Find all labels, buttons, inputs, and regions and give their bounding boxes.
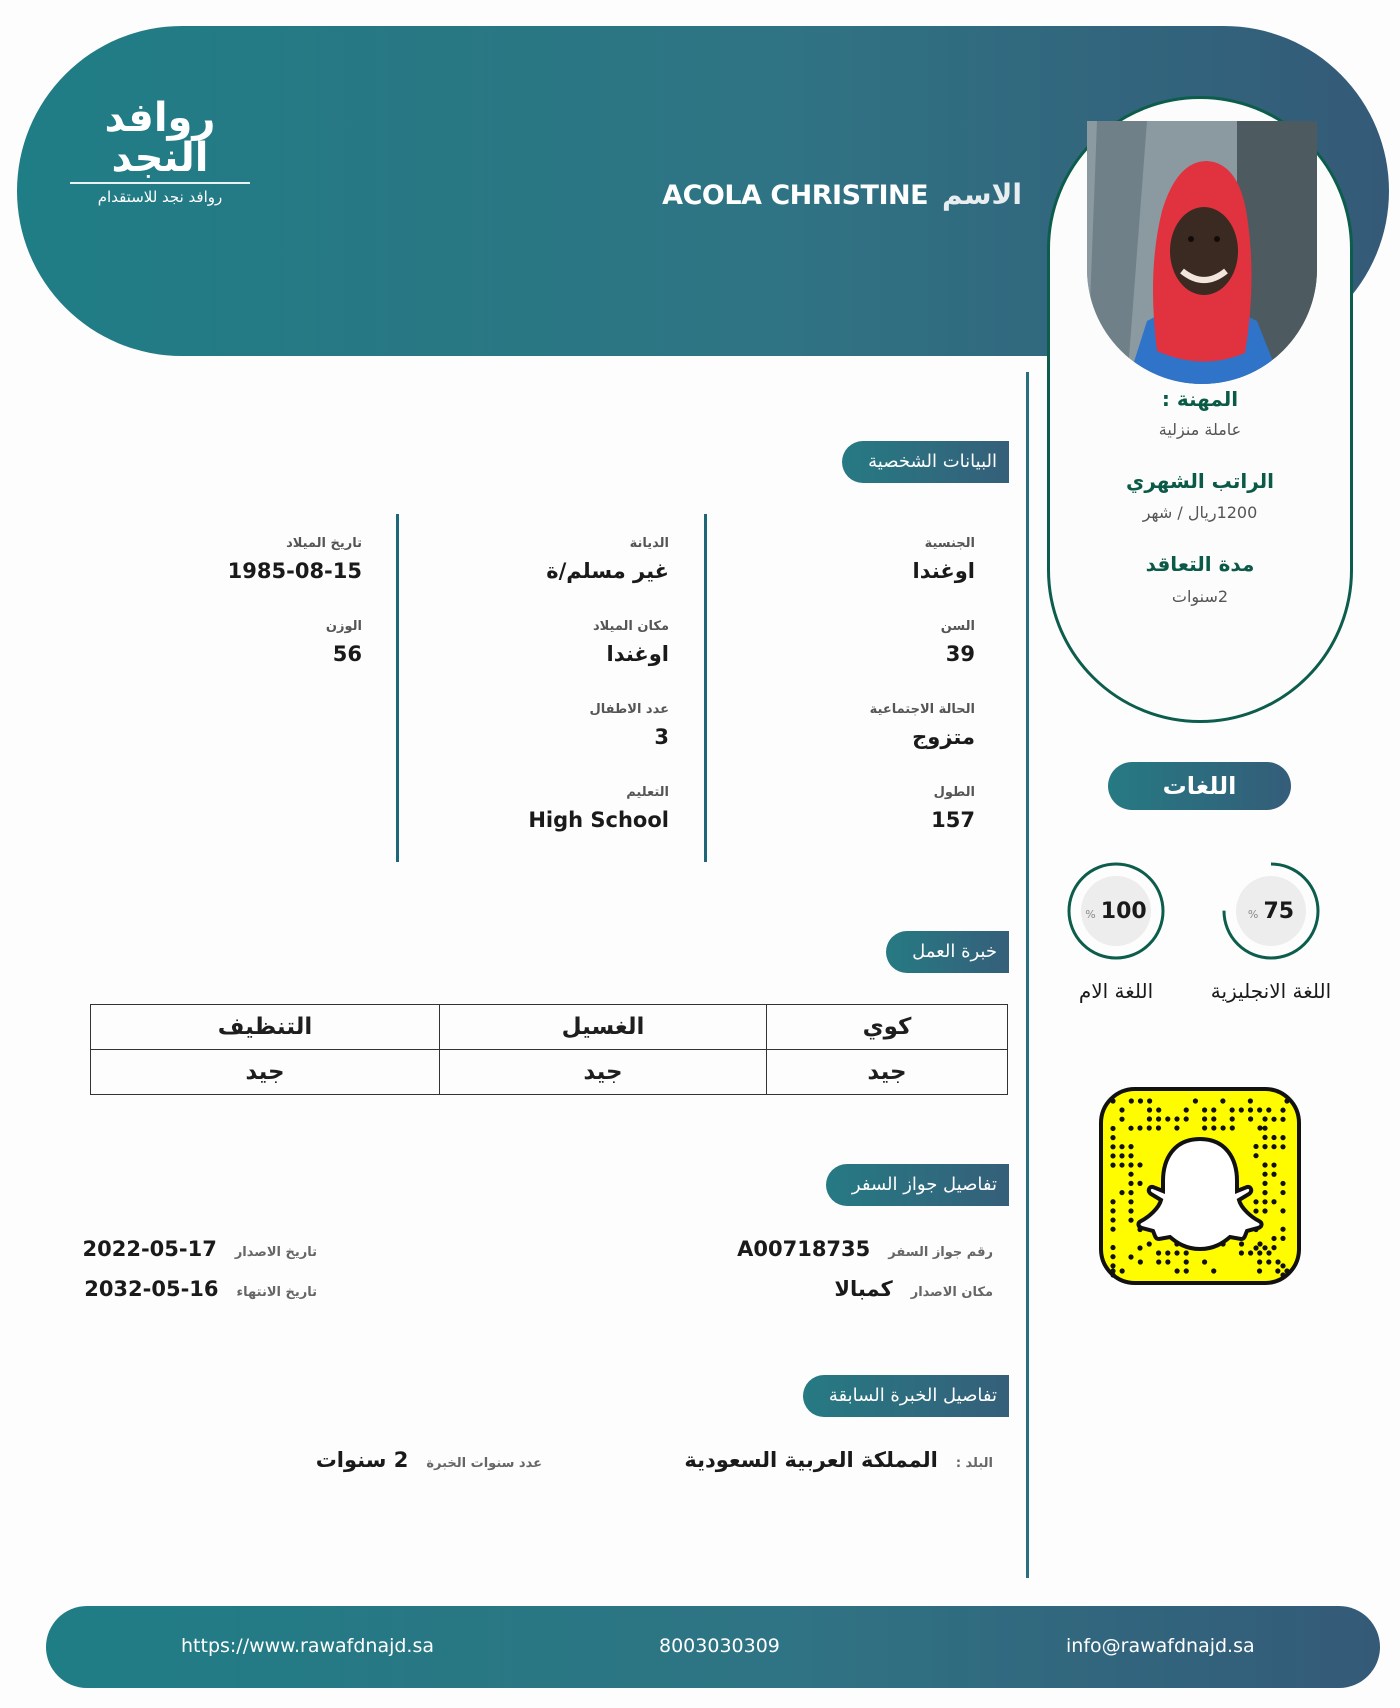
candidate-photo [1087,121,1317,384]
snapchat-ghost-icon [1099,1087,1301,1285]
field-children: عدد الاطفال 3 [589,702,669,749]
previous-country: البلد : المملكة العربية السعودية [684,1448,993,1472]
candidate-name: ACOLA CHRISTINE [662,180,929,211]
profession-label: المهنة : [1161,387,1239,411]
field-nationality: الجنسية اوغندا [912,536,975,583]
field-education: التعليم High School [528,785,669,832]
skill-washing: الغسيل [440,1005,767,1050]
skills-table [90,1004,1008,1095]
salary-label: الراتب الشهري [1126,469,1274,493]
field-marital-status: الحالة الاجتماعية متزوج [869,702,975,749]
table-row [91,1005,1008,1050]
logo-mark: روافد النجد [70,98,250,184]
footer-website-link[interactable]: https://www.rawafdnajd.sa [181,1635,435,1657]
section-previous-experience: تفاصيل الخبرة السابقة [803,1375,1009,1417]
footer-email-link[interactable]: info@rawafdnajd.sa [1066,1635,1255,1657]
footer-bar [46,1606,1380,1688]
languages-title: اللغات [1108,762,1291,810]
skill-cleaning: التنظيف [91,1005,440,1050]
previous-years: عدد سنوات الخبرة 2 سنوات [315,1448,542,1472]
skill-rating: جيد [440,1050,767,1095]
passport-issue-date: تاريخ الاصدار 2022-05-17 [82,1237,317,1261]
field-age: السن 39 [940,619,975,666]
skill-rating: جيد [767,1050,1008,1095]
contract-value: 2سنوات [1171,587,1229,606]
snapcode[interactable] [1099,1087,1301,1285]
profession-value: عاملة منزلية [1158,420,1242,439]
language-native-label: اللغة الام [1078,979,1154,1003]
language-native-ring: % 100 [1066,861,1166,961]
field-religion: الديانة غير مسلم/ة [546,536,669,583]
name-label: الاسم [942,178,1022,211]
passport-expiry-date: تاريخ الانتهاء 2032-05-16 [84,1277,317,1301]
language-english-label: اللغة الانجليزية [1210,979,1332,1003]
footer-phone[interactable]: 8003030309 [659,1635,780,1657]
table-row [91,1050,1008,1095]
section-work-experience: خبرة العمل [886,931,1009,973]
field-weight: الوزن 56 [325,619,362,666]
language-english-ring: % 75 [1221,861,1321,961]
salary-value: 1200ريال / شهر [1142,503,1258,522]
passport-issue-place: مكان الاصدار كمبالا [834,1277,993,1301]
field-birthdate: تاريخ الميلاد 1985-08-15 [227,536,362,583]
english-percent: 75 [1263,899,1295,924]
skill-ironing: كوي [767,1005,1008,1050]
native-percent: 100 [1100,899,1147,924]
section-passport: تفاصيل جواز السفر [826,1164,1009,1206]
column-divider [704,514,707,862]
brand-logo [70,95,250,206]
passport-number: رقم جواز السفر A00718735 [737,1237,993,1261]
field-birthplace: مكان الميلاد اوغندا [592,619,669,666]
timeline-divider [1026,372,1029,1578]
field-height: الطول 157 [931,785,975,832]
column-divider [396,514,399,862]
name-row [662,178,1022,211]
profile-card [1047,96,1353,723]
portrait-illustration-icon [1087,121,1317,384]
contract-label: مدة التعاقد [1145,552,1255,576]
section-personal: البيانات الشخصية [842,441,1009,483]
logo-tagline: روافد نجد للاستقدام [97,188,223,206]
skill-rating: جيد [91,1050,440,1095]
